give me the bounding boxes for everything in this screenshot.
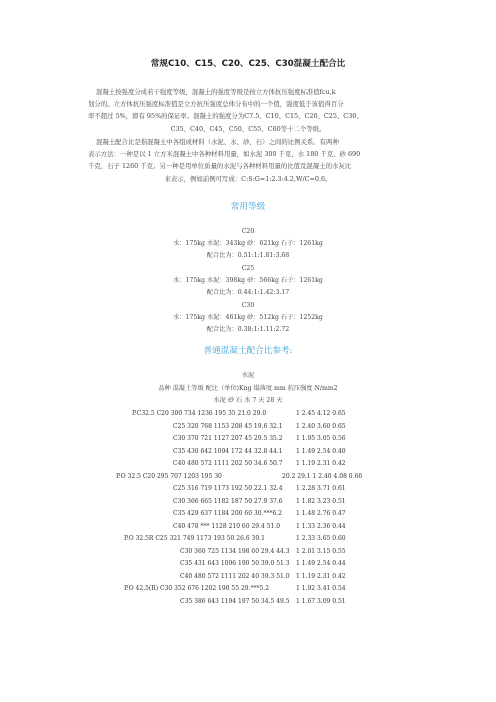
table-row-left: C30 360 725 1134 198 60 29.4 44.3 xyxy=(180,548,290,555)
table-row-right: 1 1.95 3.05 0.56 xyxy=(296,435,346,442)
intro-line: 划分的。立方体抗压强度标准值是立方抗压强度总体分布中的一个值，强度低于该值得百分 xyxy=(88,100,344,108)
table-row-right: 20.2 29.1 1 2.40 4.08 0.66 xyxy=(282,473,363,480)
table-row-left: C35 430 642 1094 172 44 32.8 44.1 xyxy=(173,448,283,455)
table-header-line: 水泥 xyxy=(241,372,255,379)
table-row-left: C40 478 *** 1128 210 60 29.4 51.0 xyxy=(173,523,281,530)
intro-line: 千克，石子 1260 千克；另一种是用单位质量的水泥与各种材料用量的比值及混凝土的水灰比 xyxy=(88,162,352,170)
table-row-left: C35 431 643 1096 190 50 39.0 51.3 xyxy=(180,560,290,567)
common-grades-heading: 常用等级 xyxy=(230,202,266,212)
grade-ratio: 配合比为：0.51:1:1.81:3.68 xyxy=(206,252,290,259)
table-row-right: 1 1.67 3.09 0.51 xyxy=(296,598,346,605)
table-row-left: C35 386 643 1194 197 50 34.5 49.5 xyxy=(180,598,290,605)
intro-line: 来表示，例如前例可写成：C:S:G=1:2.3:4.2,W/C=0.6。 xyxy=(164,175,332,183)
table-row-right: 1 1.33 2.36 0.44 xyxy=(296,523,346,530)
grade-ratio: 配合比为：0.38:1:1.11:2.72 xyxy=(206,326,290,333)
table-row-right: 1 1.49 2.54 0.40 xyxy=(296,448,346,455)
intro-line: 率不超过 5%，即有 95%的保证率。混凝土的强度分为C7.5、C10、C15、C20、C25、C30、 xyxy=(88,112,363,120)
grade-materials: 水：175kg 水泥：343kg 砂：621kg 石子：1261kg xyxy=(173,240,323,247)
table-row-left: P.C32.5 C20 300 734 1236 195 35 21.0 29.0 xyxy=(132,410,267,417)
table-row-left: C40 480 572 1111 202 40 39.3 51.0 xyxy=(180,573,290,580)
table-header-line: 水泥 砂 石 水 7 天 28 天 xyxy=(213,397,283,404)
table-row-left: C40 480 572 1111 202 50 34.6 50.7 xyxy=(173,460,283,467)
intro-line: C35、C40、C45、C50、C55、C60等十二个等级。 xyxy=(170,125,326,133)
table-row-left: P.O 42.5(R) C30 352 676 1202 190 55 29.***5.2 xyxy=(124,585,270,592)
table-row-right: 1 2.01 3.15 0.55 xyxy=(296,548,346,555)
intro-line: 表示方法：一种是以 1 立方米混凝土中各种材料用量，如水泥 300 千克，水 180 千克，砂 690 xyxy=(88,150,361,158)
table-row-right: 1 1.48 2.76 0.47 xyxy=(296,510,346,517)
intro-line: 混凝土按强度分成若干强度等级，混凝土的强度等级是按立方体抗压强度标准值fcu,k xyxy=(96,88,336,96)
grade-ratio: 配合比为：0.44:1:1.42:3.17 xyxy=(206,289,290,296)
table-row-right: 1 2.33 3.65 0.60 xyxy=(296,535,346,542)
grade-name: C25 xyxy=(241,265,255,272)
table-row-right: 1 2.45 4.12 0.65 xyxy=(296,410,346,417)
grade-name: C30 xyxy=(241,302,255,309)
table-row-left: C30 370 721 1127 207 45 29.5 35.2 xyxy=(173,435,283,442)
table-row-left: C25 316 719 1173 192 50 22.1 32.4 xyxy=(173,485,283,492)
table-row-right: 1 1.19 2.31 0.42 xyxy=(296,573,346,580)
table-row-left: P.O 32.5 C20 295 707 1203 195 30 xyxy=(116,473,222,480)
table-row-right: 1 1.49 2.54 0.44 xyxy=(296,560,346,567)
table-header-line: 品种 混凝土等级 配比（单位)Kng 塌落度 mm 抗压强度 N/mm2 xyxy=(158,385,338,392)
table-row-right: 1 1.19 2.31 0.42 xyxy=(296,460,346,467)
separator-dots: . . xyxy=(246,338,250,343)
table-row-right: 1 2.40 3.60 0.65 xyxy=(296,423,346,430)
table-row-left: P.O 32.5R C25 321 749 1173 193 50 26.6 39.1 xyxy=(124,535,265,542)
table-row-left: C35 429 637 1184 200 60 30.***6.2 xyxy=(173,510,283,517)
table-row-right: 1 1.82 3.23 0.51 xyxy=(296,498,346,505)
table-row-right: 1 1.92 3.41 0.54 xyxy=(296,585,346,592)
grade-materials: 水：175kg 水泥：398kg 砂：566kg 石子：1261kg xyxy=(173,277,323,284)
reference-heading: 普通混凝土配合比参考: xyxy=(203,346,293,356)
grade-name: C20 xyxy=(241,228,255,235)
table-row-right: 1 2.28 3.71 0.61 xyxy=(296,485,346,492)
intro-line: 混凝土配合比是指混凝土中各组成材料（水泥、水、砂、石）之间的比例关系。有两种 xyxy=(96,138,339,146)
grade-materials: 水：175kg 水泥：461kg 砂：512kg 石子：1252kg xyxy=(173,314,323,321)
document-title: 常规C10、C15、C20、C25、C30混凝土配合比 xyxy=(150,59,346,69)
table-row-left: C30 366 665 1182 187 50 27.9 37.6 xyxy=(173,498,283,505)
table-row-left: C25 320 768 1153 208 45 19.6 32.1 xyxy=(173,423,283,430)
